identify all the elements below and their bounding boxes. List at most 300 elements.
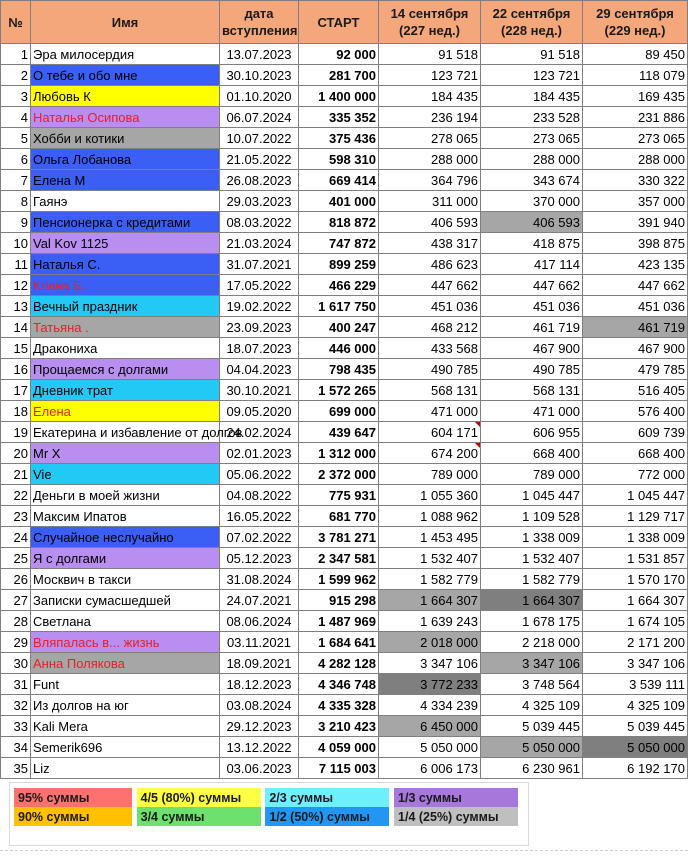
cell-week-1[interactable]: 3 772 233 xyxy=(379,674,481,695)
cell-week-2[interactable]: 606 955 xyxy=(481,422,583,443)
cell-num[interactable]: 18 xyxy=(1,401,31,422)
cell-start[interactable]: 1 684 641 xyxy=(299,632,379,653)
cell-week-2[interactable]: 1 582 779 xyxy=(481,569,583,590)
cell-date[interactable]: 13.07.2023 xyxy=(220,44,299,65)
cell-week-3[interactable]: 288 000 xyxy=(583,149,688,170)
legend-item[interactable]: 1/3 суммы xyxy=(394,788,518,807)
table-row xyxy=(1,170,688,191)
cell-week-1[interactable]: 5 050 000 xyxy=(379,737,481,758)
cell-num[interactable]: 4 xyxy=(1,107,31,128)
cell-week-2[interactable]: 451 036 xyxy=(481,296,583,317)
cell-week-1[interactable]: 568 131 xyxy=(379,380,481,401)
cell-week-2[interactable]: 1 664 307 xyxy=(481,590,583,611)
cell-name[interactable]: Елена М xyxy=(31,170,220,191)
cell-week-2[interactable]: 1 532 407 xyxy=(481,548,583,569)
legend-item[interactable]: 4/5 (80%) суммы xyxy=(137,788,261,807)
header-week-3-num: (229 нед.) xyxy=(604,23,666,38)
cell-week-2[interactable]: 1 678 175 xyxy=(481,611,583,632)
table-row xyxy=(1,212,688,233)
table-row xyxy=(1,380,688,401)
cell-week-3[interactable]: 118 079 xyxy=(583,65,688,86)
cell-name[interactable]: Екатерина и избавление от долгов xyxy=(31,422,220,443)
cell-name[interactable]: Val Kov 1125 xyxy=(31,233,220,254)
cell-week-3[interactable]: 1 570 170 xyxy=(583,569,688,590)
cell-week-2[interactable]: 123 721 xyxy=(481,65,583,86)
cell-week-1[interactable]: 184 435 xyxy=(379,86,481,107)
cell-week-3[interactable]: 398 875 xyxy=(583,233,688,254)
cell-week-2[interactable]: 3 748 564 xyxy=(481,674,583,695)
table-row xyxy=(1,128,688,149)
table-row xyxy=(1,191,688,212)
cell-start[interactable]: 699 000 xyxy=(299,401,379,422)
cell-week-3[interactable]: 609 739 xyxy=(583,422,688,443)
cell-week-2[interactable]: 343 674 xyxy=(481,170,583,191)
table-row xyxy=(1,254,688,275)
cell-week-3[interactable]: 5 050 000 xyxy=(583,737,688,758)
cell-num[interactable]: 17 xyxy=(1,380,31,401)
cell-date[interactable]: 19.02.2022 xyxy=(220,296,299,317)
cell-week-1[interactable]: 471 000 xyxy=(379,401,481,422)
cell-week-3[interactable]: 1 129 717 xyxy=(583,506,688,527)
header-week-1-num: (227 нед.) xyxy=(399,23,460,38)
cell-start[interactable]: 681 770 xyxy=(299,506,379,527)
cell-name[interactable]: Ольга Лобанова xyxy=(31,149,220,170)
cell-name[interactable]: Деньги в моей жизни xyxy=(31,485,220,506)
cell-date[interactable]: 21.03.2024 xyxy=(220,233,299,254)
cell-date[interactable]: 02.01.2023 xyxy=(220,443,299,464)
cell-num[interactable]: 10 xyxy=(1,233,31,254)
cell-name[interactable]: Kali Mera xyxy=(31,716,220,737)
cell-start[interactable]: 747 872 xyxy=(299,233,379,254)
table-row xyxy=(1,401,688,422)
cell-week-2[interactable]: 1 045 447 xyxy=(481,485,583,506)
cell-name[interactable]: Semerik696 xyxy=(31,737,220,758)
cell-week-1[interactable]: 6 006 173 xyxy=(379,758,481,779)
cell-name[interactable]: Москвич в такси xyxy=(31,569,220,590)
cell-date[interactable]: 05.12.2023 xyxy=(220,548,299,569)
cell-name[interactable]: Любовь К xyxy=(31,86,220,107)
cell-date[interactable]: 01.10.2020 xyxy=(220,86,299,107)
cell-week-1[interactable]: 1 088 962 xyxy=(379,506,481,527)
cell-week-3[interactable]: 6 192 170 xyxy=(583,758,688,779)
cell-week-2[interactable]: 568 131 xyxy=(481,380,583,401)
cell-week-3[interactable]: 231 886 xyxy=(583,107,688,128)
cell-week-3[interactable]: 772 000 xyxy=(583,464,688,485)
cell-week-1[interactable]: 1 639 243 xyxy=(379,611,481,632)
cell-date[interactable]: 31.08.2024 xyxy=(220,569,299,590)
header-date-line2: вступления xyxy=(222,23,298,38)
cell-week-2[interactable]: 668 400 xyxy=(481,443,583,464)
legend xyxy=(14,788,518,826)
cell-week-1[interactable]: 6 450 000 xyxy=(379,716,481,737)
cell-start[interactable]: 446 000 xyxy=(299,338,379,359)
cell-week-2[interactable]: 490 785 xyxy=(481,359,583,380)
cell-week-2[interactable]: 2 218 000 xyxy=(481,632,583,653)
cell-date[interactable]: 10.07.2022 xyxy=(220,128,299,149)
cell-week-3[interactable]: 273 065 xyxy=(583,128,688,149)
cell-name[interactable]: Наталья С. xyxy=(31,254,220,275)
table-row xyxy=(1,275,688,296)
cell-week-3[interactable]: 576 400 xyxy=(583,401,688,422)
legend-item[interactable]: 95% суммы xyxy=(14,788,132,807)
cell-date[interactable]: 30.10.2021 xyxy=(220,380,299,401)
cell-week-2[interactable]: 418 875 xyxy=(481,233,583,254)
cell-week-1[interactable]: 91 518 xyxy=(379,44,481,65)
cell-week-1[interactable]: 604 171 xyxy=(379,422,481,443)
cell-week-3[interactable]: 451 036 xyxy=(583,296,688,317)
table-row xyxy=(1,695,688,716)
cell-name[interactable]: Вляпалась в... жизнь xyxy=(31,632,220,653)
cell-week-1[interactable]: 438 317 xyxy=(379,233,481,254)
table-row xyxy=(1,569,688,590)
cell-week-3[interactable]: 330 322 xyxy=(583,170,688,191)
cell-date[interactable]: 26.08.2023 xyxy=(220,170,299,191)
table-body xyxy=(1,44,688,779)
cell-num[interactable]: 5 xyxy=(1,128,31,149)
cell-name[interactable]: Записки сумасшедшей xyxy=(31,590,220,611)
cell-name[interactable]: Дневник трат xyxy=(31,380,220,401)
table-row xyxy=(1,86,688,107)
header-week-3-date: 29 сентября xyxy=(596,6,674,21)
cell-week-1[interactable]: 447 662 xyxy=(379,275,481,296)
cell-start[interactable]: 3 781 271 xyxy=(299,527,379,548)
cell-week-3[interactable]: 467 900 xyxy=(583,338,688,359)
cell-week-3[interactable]: 1 674 105 xyxy=(583,611,688,632)
cell-name[interactable]: Светлана xyxy=(31,611,220,632)
cell-num[interactable]: 27 xyxy=(1,590,31,611)
cell-week-1[interactable]: 288 000 xyxy=(379,149,481,170)
header-num[interactable]: № xyxy=(1,1,31,44)
cell-week-1[interactable]: 278 065 xyxy=(379,128,481,149)
cell-week-1[interactable]: 468 212 xyxy=(379,317,481,338)
cell-num[interactable]: 9 xyxy=(1,212,31,233)
cell-week-3[interactable]: 668 400 xyxy=(583,443,688,464)
table-row xyxy=(1,485,688,506)
cell-week-1[interactable]: 4 334 239 xyxy=(379,695,481,716)
cell-date[interactable]: 29.03.2023 xyxy=(220,191,299,212)
cell-week-2[interactable]: 447 662 xyxy=(481,275,583,296)
table-row xyxy=(1,149,688,170)
cell-start[interactable]: 1 487 969 xyxy=(299,611,379,632)
cell-name[interactable]: Клава Б. xyxy=(31,275,220,296)
cell-num[interactable]: 20 xyxy=(1,443,31,464)
cell-week-3[interactable]: 479 785 xyxy=(583,359,688,380)
cell-num[interactable]: 7 xyxy=(1,170,31,191)
cell-start[interactable]: 1 617 750 xyxy=(299,296,379,317)
cell-name[interactable]: Funt xyxy=(31,674,220,695)
cell-name[interactable]: Mr X xyxy=(31,443,220,464)
table-row xyxy=(1,632,688,653)
cell-num[interactable]: 34 xyxy=(1,737,31,758)
cell-start[interactable]: 1 599 962 xyxy=(299,569,379,590)
cell-name[interactable]: Из долгов на юг xyxy=(31,695,220,716)
cell-name[interactable]: Хобби и котики xyxy=(31,128,220,149)
cell-week-1[interactable]: 1 532 407 xyxy=(379,548,481,569)
cell-date[interactable]: 21.05.2022 xyxy=(220,149,299,170)
cell-week-1[interactable]: 674 200 xyxy=(379,443,481,464)
cell-start[interactable]: 775 931 xyxy=(299,485,379,506)
cell-num[interactable]: 1 xyxy=(1,44,31,65)
cell-num[interactable]: 8 xyxy=(1,191,31,212)
cell-start[interactable]: 818 872 xyxy=(299,212,379,233)
cell-date[interactable]: 08.03.2022 xyxy=(220,212,299,233)
cell-week-3[interactable]: 391 940 xyxy=(583,212,688,233)
header-start[interactable]: СТАРТ xyxy=(299,1,379,44)
cell-week-1[interactable]: 123 721 xyxy=(379,65,481,86)
table-row xyxy=(1,674,688,695)
cell-week-1[interactable]: 1 453 495 xyxy=(379,527,481,548)
cell-num[interactable]: 29 xyxy=(1,632,31,653)
cell-num[interactable]: 28 xyxy=(1,611,31,632)
table-row xyxy=(1,107,688,128)
cell-date[interactable]: 18.07.2023 xyxy=(220,338,299,359)
cell-week-3[interactable]: 516 405 xyxy=(583,380,688,401)
cell-date[interactable]: 18.09.2021 xyxy=(220,653,299,674)
cell-num[interactable]: 23 xyxy=(1,506,31,527)
cell-start[interactable]: 375 436 xyxy=(299,128,379,149)
cell-start[interactable]: 281 700 xyxy=(299,65,379,86)
cell-start[interactable]: 466 229 xyxy=(299,275,379,296)
cell-week-3[interactable]: 89 450 xyxy=(583,44,688,65)
cell-week-2[interactable]: 4 325 109 xyxy=(481,695,583,716)
cell-num[interactable]: 19 xyxy=(1,422,31,443)
cell-week-1[interactable]: 433 568 xyxy=(379,338,481,359)
cell-week-1[interactable]: 364 796 xyxy=(379,170,481,191)
cell-week-3[interactable]: 1 338 009 xyxy=(583,527,688,548)
cell-name[interactable]: Наталья Осипова xyxy=(31,107,220,128)
cell-week-1[interactable]: 311 000 xyxy=(379,191,481,212)
sheet-gridline xyxy=(0,850,688,851)
header-week-2-date: 22 сентября xyxy=(492,6,571,21)
cell-date[interactable]: 16.05.2022 xyxy=(220,506,299,527)
cell-start[interactable]: 1 572 265 xyxy=(299,380,379,401)
cell-start[interactable]: 439 647 xyxy=(299,422,379,443)
cell-start[interactable]: 669 414 xyxy=(299,170,379,191)
cell-name[interactable]: Елена xyxy=(31,401,220,422)
cell-start[interactable]: 3 210 423 xyxy=(299,716,379,737)
cell-week-1[interactable]: 451 036 xyxy=(379,296,481,317)
cell-date[interactable]: 06.07.2024 xyxy=(220,107,299,128)
table-row xyxy=(1,65,688,86)
cell-name[interactable]: Эра милосердия xyxy=(31,44,220,65)
cell-date[interactable]: 07.02.2022 xyxy=(220,527,299,548)
cell-week-3[interactable]: 461 719 xyxy=(583,317,688,338)
cell-start[interactable]: 1 312 000 xyxy=(299,443,379,464)
cell-week-1[interactable]: 490 785 xyxy=(379,359,481,380)
cell-start[interactable]: 92 000 xyxy=(299,44,379,65)
cell-week-1[interactable]: 2 018 000 xyxy=(379,632,481,653)
cell-date[interactable]: 31.07.2021 xyxy=(220,254,299,275)
legend-item[interactable]: 1/4 (25%) суммы xyxy=(394,807,518,826)
cell-num[interactable]: 3 xyxy=(1,86,31,107)
cell-date[interactable]: 05.06.2022 xyxy=(220,464,299,485)
cell-week-2[interactable]: 417 114 xyxy=(481,254,583,275)
cell-name[interactable]: Пенсионерка с кредитами xyxy=(31,212,220,233)
table-row xyxy=(1,716,688,737)
cell-name[interactable]: Вечный праздник xyxy=(31,296,220,317)
cell-week-2[interactable]: 1 109 528 xyxy=(481,506,583,527)
cell-week-2[interactable]: 288 000 xyxy=(481,149,583,170)
cell-week-3[interactable]: 4 325 109 xyxy=(583,695,688,716)
cell-name[interactable]: Гаянэ xyxy=(31,191,220,212)
cell-name[interactable]: Прощаемся с долгами xyxy=(31,359,220,380)
cell-num[interactable]: 14 xyxy=(1,317,31,338)
cell-num[interactable]: 35 xyxy=(1,758,31,779)
table-row xyxy=(1,233,688,254)
cell-num[interactable]: 32 xyxy=(1,695,31,716)
cell-name[interactable]: Дракониха xyxy=(31,338,220,359)
cell-num[interactable]: 13 xyxy=(1,296,31,317)
cell-start[interactable]: 1 400 000 xyxy=(299,86,379,107)
legend-row xyxy=(14,807,518,826)
cell-week-3[interactable]: 1 045 447 xyxy=(583,485,688,506)
cell-week-2[interactable]: 471 000 xyxy=(481,401,583,422)
cell-start[interactable]: 7 115 003 xyxy=(299,758,379,779)
table-row xyxy=(1,527,688,548)
cell-date[interactable]: 13.12.2022 xyxy=(220,737,299,758)
cell-week-2[interactable]: 461 719 xyxy=(481,317,583,338)
cell-week-3[interactable]: 3 347 106 xyxy=(583,653,688,674)
legend-item[interactable]: 90% суммы xyxy=(14,807,132,826)
cell-week-1[interactable]: 1 055 360 xyxy=(379,485,481,506)
cell-num[interactable]: 30 xyxy=(1,653,31,674)
cell-date[interactable]: 17.05.2022 xyxy=(220,275,299,296)
cell-week-3[interactable]: 357 000 xyxy=(583,191,688,212)
cell-week-2[interactable]: 467 900 xyxy=(481,338,583,359)
table-row xyxy=(1,506,688,527)
cell-week-2[interactable]: 91 518 xyxy=(481,44,583,65)
cell-week-3[interactable]: 3 539 111 xyxy=(583,674,688,695)
cell-week-3[interactable]: 5 039 445 xyxy=(583,716,688,737)
cell-date[interactable]: 30.10.2023 xyxy=(220,65,299,86)
cell-name[interactable]: Татьяна . xyxy=(31,317,220,338)
cell-week-2[interactable]: 5 039 445 xyxy=(481,716,583,737)
cell-start[interactable]: 915 298 xyxy=(299,590,379,611)
cell-date[interactable]: 29.12.2023 xyxy=(220,716,299,737)
cell-start[interactable]: 4 335 328 xyxy=(299,695,379,716)
cell-name[interactable]: Liz xyxy=(31,758,220,779)
legend-item[interactable]: 1/2 (50%) суммы xyxy=(265,807,389,826)
cell-week-3[interactable]: 447 662 xyxy=(583,275,688,296)
cell-date[interactable]: 03.11.2021 xyxy=(220,632,299,653)
cell-week-3[interactable]: 423 135 xyxy=(583,254,688,275)
header-week-2-num: (228 нед.) xyxy=(501,23,562,38)
cell-date[interactable]: 23.09.2023 xyxy=(220,317,299,338)
cell-num[interactable]: 6 xyxy=(1,149,31,170)
cell-num[interactable]: 24 xyxy=(1,527,31,548)
cell-num[interactable]: 22 xyxy=(1,485,31,506)
cell-num[interactable]: 11 xyxy=(1,254,31,275)
header-row xyxy=(1,1,688,44)
cell-week-2[interactable]: 233 528 xyxy=(481,107,583,128)
table-row xyxy=(1,653,688,674)
cell-num[interactable]: 31 xyxy=(1,674,31,695)
cell-week-1[interactable]: 1 664 307 xyxy=(379,590,481,611)
cell-name[interactable]: Случайное неслучайно xyxy=(31,527,220,548)
legend-item[interactable]: 2/3 суммы xyxy=(265,788,389,807)
cell-start[interactable]: 798 435 xyxy=(299,359,379,380)
cell-start[interactable]: 2 372 000 xyxy=(299,464,379,485)
cell-num[interactable]: 16 xyxy=(1,359,31,380)
legend-row xyxy=(14,788,518,807)
cell-start[interactable]: 401 000 xyxy=(299,191,379,212)
cell-week-2[interactable]: 5 050 000 xyxy=(481,737,583,758)
cell-num[interactable]: 15 xyxy=(1,338,31,359)
cell-name[interactable]: Vie xyxy=(31,464,220,485)
cell-name[interactable]: Анна Полякова xyxy=(31,653,220,674)
cell-start[interactable]: 335 352 xyxy=(299,107,379,128)
header-date[interactable] xyxy=(220,1,299,44)
cell-date[interactable]: 18.12.2023 xyxy=(220,674,299,695)
header-week-1[interactable] xyxy=(379,1,481,44)
cell-week-2[interactable]: 3 347 106 xyxy=(481,653,583,674)
cell-start[interactable]: 4 282 128 xyxy=(299,653,379,674)
cell-week-1[interactable]: 236 194 xyxy=(379,107,481,128)
cell-week-1[interactable]: 486 623 xyxy=(379,254,481,275)
cell-num[interactable]: 33 xyxy=(1,716,31,737)
table-row xyxy=(1,464,688,485)
cell-week-3[interactable]: 1 664 307 xyxy=(583,590,688,611)
cell-week-2[interactable]: 1 338 009 xyxy=(481,527,583,548)
cell-num[interactable]: 21 xyxy=(1,464,31,485)
cell-week-3[interactable]: 169 435 xyxy=(583,86,688,107)
header-name[interactable]: Имя xyxy=(31,1,220,44)
cell-date[interactable]: 24.02.2024 xyxy=(220,422,299,443)
cell-week-3[interactable]: 1 531 857 xyxy=(583,548,688,569)
legend-item[interactable]: 3/4 суммы xyxy=(137,807,261,826)
cell-start[interactable]: 4 059 000 xyxy=(299,737,379,758)
cell-date[interactable]: 08.06.2024 xyxy=(220,611,299,632)
cell-date[interactable]: 24.07.2021 xyxy=(220,590,299,611)
table-row xyxy=(1,422,688,443)
cell-start[interactable]: 400 247 xyxy=(299,317,379,338)
cell-num[interactable]: 25 xyxy=(1,548,31,569)
cell-week-2[interactable]: 406 593 xyxy=(481,212,583,233)
table-row xyxy=(1,359,688,380)
header-week-3[interactable] xyxy=(583,1,688,44)
cell-week-2[interactable]: 789 000 xyxy=(481,464,583,485)
cell-num[interactable]: 12 xyxy=(1,275,31,296)
cell-week-1[interactable]: 406 593 xyxy=(379,212,481,233)
cell-week-2[interactable]: 6 230 961 xyxy=(481,758,583,779)
cell-num[interactable]: 2 xyxy=(1,65,31,86)
cell-week-2[interactable]: 273 065 xyxy=(481,128,583,149)
cell-num[interactable]: 26 xyxy=(1,569,31,590)
cell-week-1[interactable]: 1 582 779 xyxy=(379,569,481,590)
cell-start[interactable]: 2 347 581 xyxy=(299,548,379,569)
cell-date[interactable]: 04.08.2022 xyxy=(220,485,299,506)
table-row xyxy=(1,44,688,65)
table-row xyxy=(1,611,688,632)
cell-start[interactable]: 598 310 xyxy=(299,149,379,170)
cell-date[interactable]: 03.08.2024 xyxy=(220,695,299,716)
cell-week-2[interactable]: 184 435 xyxy=(481,86,583,107)
cell-week-1[interactable]: 789 000 xyxy=(379,464,481,485)
table-row xyxy=(1,296,688,317)
cell-start[interactable]: 4 346 748 xyxy=(299,674,379,695)
cell-week-3[interactable]: 2 171 200 xyxy=(583,632,688,653)
cell-name[interactable]: Я с долгами xyxy=(31,548,220,569)
cell-date[interactable]: 03.06.2023 xyxy=(220,758,299,779)
cell-week-1[interactable]: 3 347 106 xyxy=(379,653,481,674)
cell-name[interactable]: Максим Ипатов xyxy=(31,506,220,527)
cell-date[interactable]: 09.05.2020 xyxy=(220,401,299,422)
cell-name[interactable]: О тебе и обо мне xyxy=(31,65,220,86)
cell-week-2[interactable]: 370 000 xyxy=(481,191,583,212)
cell-date[interactable]: 04.04.2023 xyxy=(220,359,299,380)
cell-start[interactable]: 899 259 xyxy=(299,254,379,275)
header-week-2[interactable] xyxy=(481,1,583,44)
